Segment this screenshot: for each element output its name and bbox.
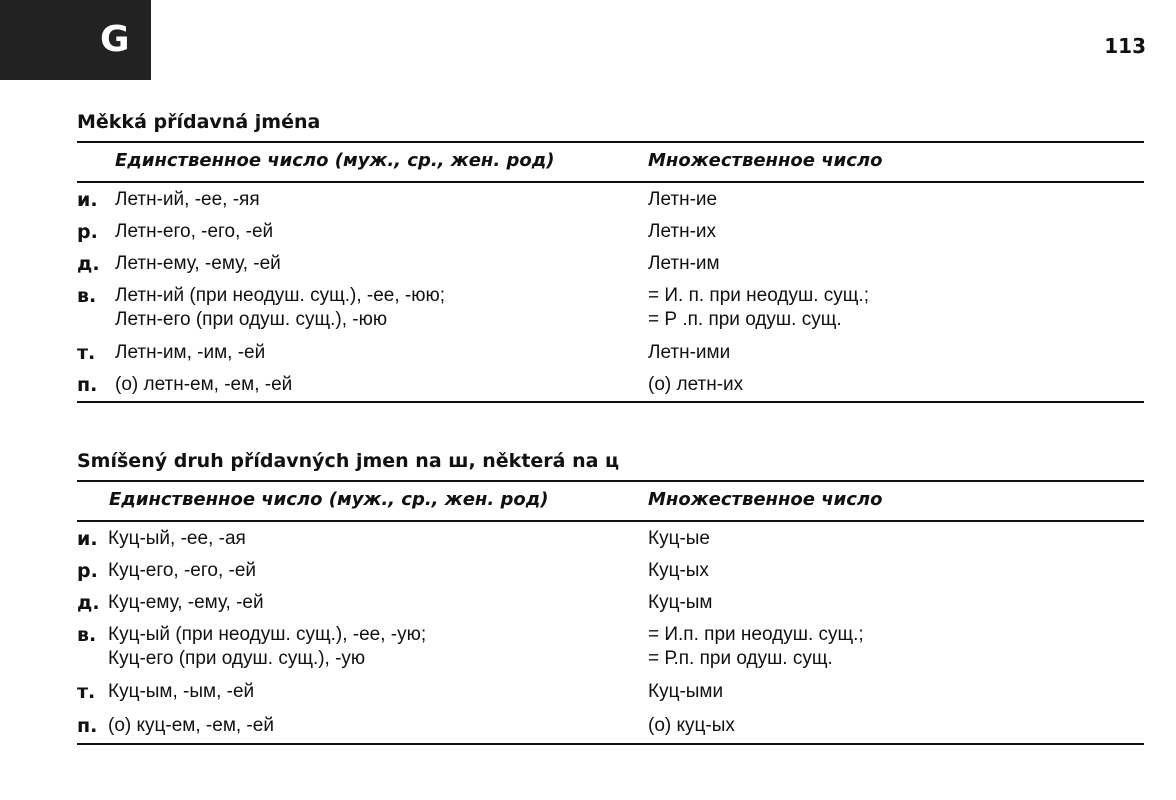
case-label: т. xyxy=(77,681,96,703)
singular-form: (о) куц-ем, -ем, -ей xyxy=(108,715,274,736)
table-row xyxy=(77,522,1144,554)
singular-form: Летн-ему, -ему, -ей xyxy=(115,253,281,274)
singular-form: Летн-его (при одуш. сущ.), -юю xyxy=(115,309,388,330)
case-label: р. xyxy=(77,560,98,582)
table-row xyxy=(77,618,1144,675)
plural-form: (о) куц-ых xyxy=(648,715,735,736)
table-row xyxy=(77,247,1144,279)
table-row xyxy=(77,554,1144,586)
singular-form: Куц-ему, -ему, -ей xyxy=(108,592,264,613)
singular-form: Летн-ий, -ее, -яя xyxy=(115,189,260,210)
plural-form: Летн-им xyxy=(648,253,720,274)
case-label: д. xyxy=(77,592,100,614)
header-plural: Множественное число xyxy=(648,489,883,510)
plural-form: Куц-ыми xyxy=(648,681,724,702)
singular-form: Куц-его, -его, -ей xyxy=(108,560,257,581)
table-row xyxy=(77,279,1144,336)
plural-form: Летн-ими xyxy=(648,342,731,363)
case-label: т. xyxy=(77,342,96,364)
table-header xyxy=(77,143,1144,181)
singular-form: Куц-ым, -ым, -ей xyxy=(108,681,255,702)
plural-form: Летн-ие xyxy=(648,189,718,210)
singular-form: Летн-им, -им, -ей xyxy=(115,342,266,363)
header-singular: Единственное число (муж., ср., жен. род) xyxy=(115,150,555,171)
table-bottom-rule xyxy=(77,743,1144,745)
chapter-letter: G xyxy=(100,19,130,60)
plural-form: = Р.п. при одуш. сущ. xyxy=(648,648,833,669)
plural-form: = И. п. при неодуш. сущ.; xyxy=(648,285,869,306)
soft-adjectives-section xyxy=(77,109,1144,403)
case-label: и. xyxy=(77,189,98,211)
singular-form: Куц-его (при одуш. сущ.), -ую xyxy=(108,648,366,669)
case-label: и. xyxy=(77,528,98,550)
table-header xyxy=(77,482,1144,520)
table-row xyxy=(77,709,1144,743)
case-label: д. xyxy=(77,253,100,275)
plural-form: Летн-их xyxy=(648,221,717,242)
plural-form: (о) летн-их xyxy=(648,374,744,395)
singular-form: Летн-ий (при неодуш. сущ.), -ее, -юю; xyxy=(115,285,446,306)
table-row xyxy=(77,183,1144,215)
table-row xyxy=(77,675,1144,709)
chapter-tab xyxy=(0,0,151,80)
plural-form: Куц-ым xyxy=(648,592,713,613)
plural-form: = Р .п. при одуш. сущ. xyxy=(648,309,842,330)
table-row xyxy=(77,215,1144,247)
singular-form: (о) летн-ем, -ем, -ей xyxy=(115,374,293,395)
table-row xyxy=(77,368,1144,401)
header-singular: Единственное число (муж., ср., жен. род) xyxy=(109,489,549,510)
singular-form: Летн-его, -его, -ей xyxy=(115,221,274,242)
section-title: Měkká přídavná jména xyxy=(77,111,321,133)
plural-form: Куц-ые xyxy=(648,528,711,549)
case-label: п. xyxy=(77,374,98,396)
section-title: Smíšený druh přídavných jmen na ш, některá na ц xyxy=(77,450,620,472)
mixed-adjectives-section xyxy=(77,448,1144,745)
plural-form: Куц-ых xyxy=(648,560,709,581)
case-label: в. xyxy=(77,285,97,307)
header-plural: Множественное число xyxy=(648,150,883,171)
case-label: р. xyxy=(77,221,98,243)
singular-form: Куц-ый (при неодуш. сущ.), -ее, -ую; xyxy=(108,624,427,645)
plural-form: = И.п. при неодуш. сущ.; xyxy=(648,624,864,645)
table-row xyxy=(77,586,1144,618)
case-label: в. xyxy=(77,624,97,646)
singular-form: Куц-ый, -ее, -ая xyxy=(108,528,246,549)
table-bottom-rule xyxy=(77,401,1144,403)
page-number: 113 xyxy=(1104,34,1146,58)
table-row xyxy=(77,336,1144,368)
case-label: п. xyxy=(77,715,98,737)
